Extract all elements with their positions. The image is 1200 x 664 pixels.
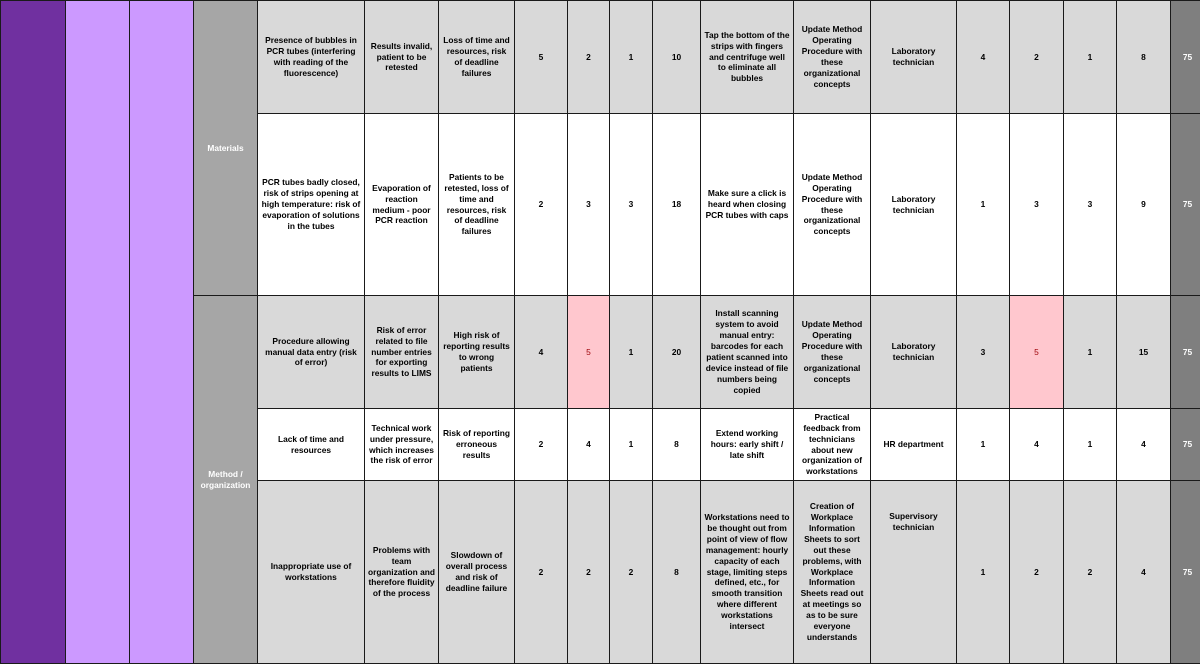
- failure-mode-cell: Procedure allowing manual data entry (risk of error): [258, 296, 365, 409]
- score-cell: 3: [610, 114, 653, 296]
- score-cell: 2: [515, 114, 568, 296]
- action-cell: Extend working hours: early shift / late shift: [701, 409, 794, 481]
- action-cell: Workstations need to be thought out from point of view of flow management: hourly capacity of each stage, limiting steps defined, etc., for smooth transition where different workstations intersect: [701, 481, 794, 664]
- score-after-cell: 2: [1010, 1, 1064, 114]
- score-after-cell: 2: [1064, 481, 1117, 664]
- score-after-cell: 1: [1064, 409, 1117, 481]
- last-value-cell: 75: [1171, 1, 1200, 114]
- score-cell: 2: [515, 409, 568, 481]
- score-cell: 2: [568, 481, 610, 664]
- implementation-cell: Update Method Operating Procedure with these organizational concepts: [794, 1, 871, 114]
- group-label-materials: Materials: [194, 1, 258, 296]
- category-cell-2: [66, 1, 130, 664]
- consequence-cell: High risk of reporting results to wrong patients: [439, 296, 515, 409]
- score-cell: 3: [568, 114, 610, 296]
- score-cell: 2: [515, 481, 568, 664]
- criticality-after-cell: 9: [1117, 114, 1171, 296]
- effect-cell: Problems with team organization and therefore fluidity of the process: [365, 481, 439, 664]
- score-cell: 1: [610, 409, 653, 481]
- table-row: [1, 1, 1200, 114]
- criticality-cell: 8: [653, 481, 701, 664]
- responsible-cell: Supervisory technician: [871, 481, 957, 664]
- category-cell-3: [130, 1, 194, 664]
- criticality-cell: 18: [653, 114, 701, 296]
- responsible-cell: Laboratory technician: [871, 296, 957, 409]
- score-after-cell: 3: [957, 296, 1010, 409]
- category-cell-1: [1, 1, 66, 664]
- criticality-cell: 20: [653, 296, 701, 409]
- score-cell: 1: [610, 296, 653, 409]
- last-value-cell: 75: [1171, 409, 1200, 481]
- implementation-cell: Update Method Operating Procedure with these organizational concepts: [794, 114, 871, 296]
- score-after-cell: 2: [1010, 481, 1064, 664]
- score-after-cell: 1: [957, 114, 1010, 296]
- responsible-cell: Laboratory technician: [871, 114, 957, 296]
- implementation-cell: Practical feedback from technicians about new organization of workstations: [794, 409, 871, 481]
- consequence-cell: Loss of time and resources, risk of deadline failures: [439, 1, 515, 114]
- score-cell: 2: [610, 481, 653, 664]
- score-after-cell: 1: [957, 481, 1010, 664]
- last-value-cell: 75: [1171, 114, 1200, 296]
- score-cell: 4: [515, 296, 568, 409]
- highlighted-score-after-cell: 5: [1010, 296, 1064, 409]
- criticality-after-cell: 8: [1117, 1, 1171, 114]
- score-cell: 4: [568, 409, 610, 481]
- effect-cell: Technical work under pressure, which increases the risk of error: [365, 409, 439, 481]
- criticality-after-cell: 4: [1117, 481, 1171, 664]
- criticality-after-cell: 4: [1117, 409, 1171, 481]
- failure-mode-cell: Lack of time and resources: [258, 409, 365, 481]
- responsible-cell: Laboratory technician: [871, 1, 957, 114]
- score-after-cell: 1: [957, 409, 1010, 481]
- score-after-cell: 1: [1064, 1, 1117, 114]
- score-cell: 2: [568, 1, 610, 114]
- score-after-cell: 4: [1010, 409, 1064, 481]
- effect-cell: Evaporation of reaction medium - poor PCR reaction: [365, 114, 439, 296]
- responsible-cell: HR department: [871, 409, 957, 481]
- implementation-cell: Creation of Workplace Information Sheets to sort out these problems, with Workplace Information Sheets read out at meetings so as to be sure everyone understands: [794, 481, 871, 664]
- criticality-after-cell: 15: [1117, 296, 1171, 409]
- consequence-cell: Risk of reporting erroneous results: [439, 409, 515, 481]
- failure-mode-cell: Presence of bubbles in PCR tubes (interfering with reading of the fluorescence): [258, 1, 365, 114]
- score-after-cell: 3: [1064, 114, 1117, 296]
- consequence-cell: Slowdown of overall process and risk of deadline failure: [439, 481, 515, 664]
- action-cell: Make sure a click is heard when closing PCR tubes with caps: [701, 114, 794, 296]
- last-value-cell: 75: [1171, 296, 1200, 409]
- last-value-cell: 75: [1171, 481, 1200, 664]
- failure-mode-cell: PCR tubes badly closed, risk of strips opening at high temperature: risk of evaporation of solutions in the tubes: [258, 114, 365, 296]
- group-label-method-organization: Method / organization: [194, 296, 258, 664]
- consequence-cell: Patients to be retested, loss of time and resources, risk of deadline failures: [439, 114, 515, 296]
- criticality-cell: 8: [653, 409, 701, 481]
- effect-cell: Risk of error related to file number entries for exporting results to LIMS: [365, 296, 439, 409]
- highlighted-score-cell: 5: [568, 296, 610, 409]
- score-after-cell: 4: [957, 1, 1010, 114]
- implementation-cell: Update Method Operating Procedure with these organizational concepts: [794, 296, 871, 409]
- action-cell: Install scanning system to avoid manual entry: barcodes for each patient scanned into device instead of file numbers being copied: [701, 296, 794, 409]
- failure-mode-cell: Inappropriate use of workstations: [258, 481, 365, 664]
- criticality-cell: 10: [653, 1, 701, 114]
- score-cell: 5: [515, 1, 568, 114]
- effect-cell: Results invalid, patient to be retested: [365, 1, 439, 114]
- score-after-cell: 1: [1064, 296, 1117, 409]
- score-after-cell: 3: [1010, 114, 1064, 296]
- score-cell: 1: [610, 1, 653, 114]
- action-cell: Tap the bottom of the strips with fingers and centrifuge well to eliminate all bubbles: [701, 1, 794, 114]
